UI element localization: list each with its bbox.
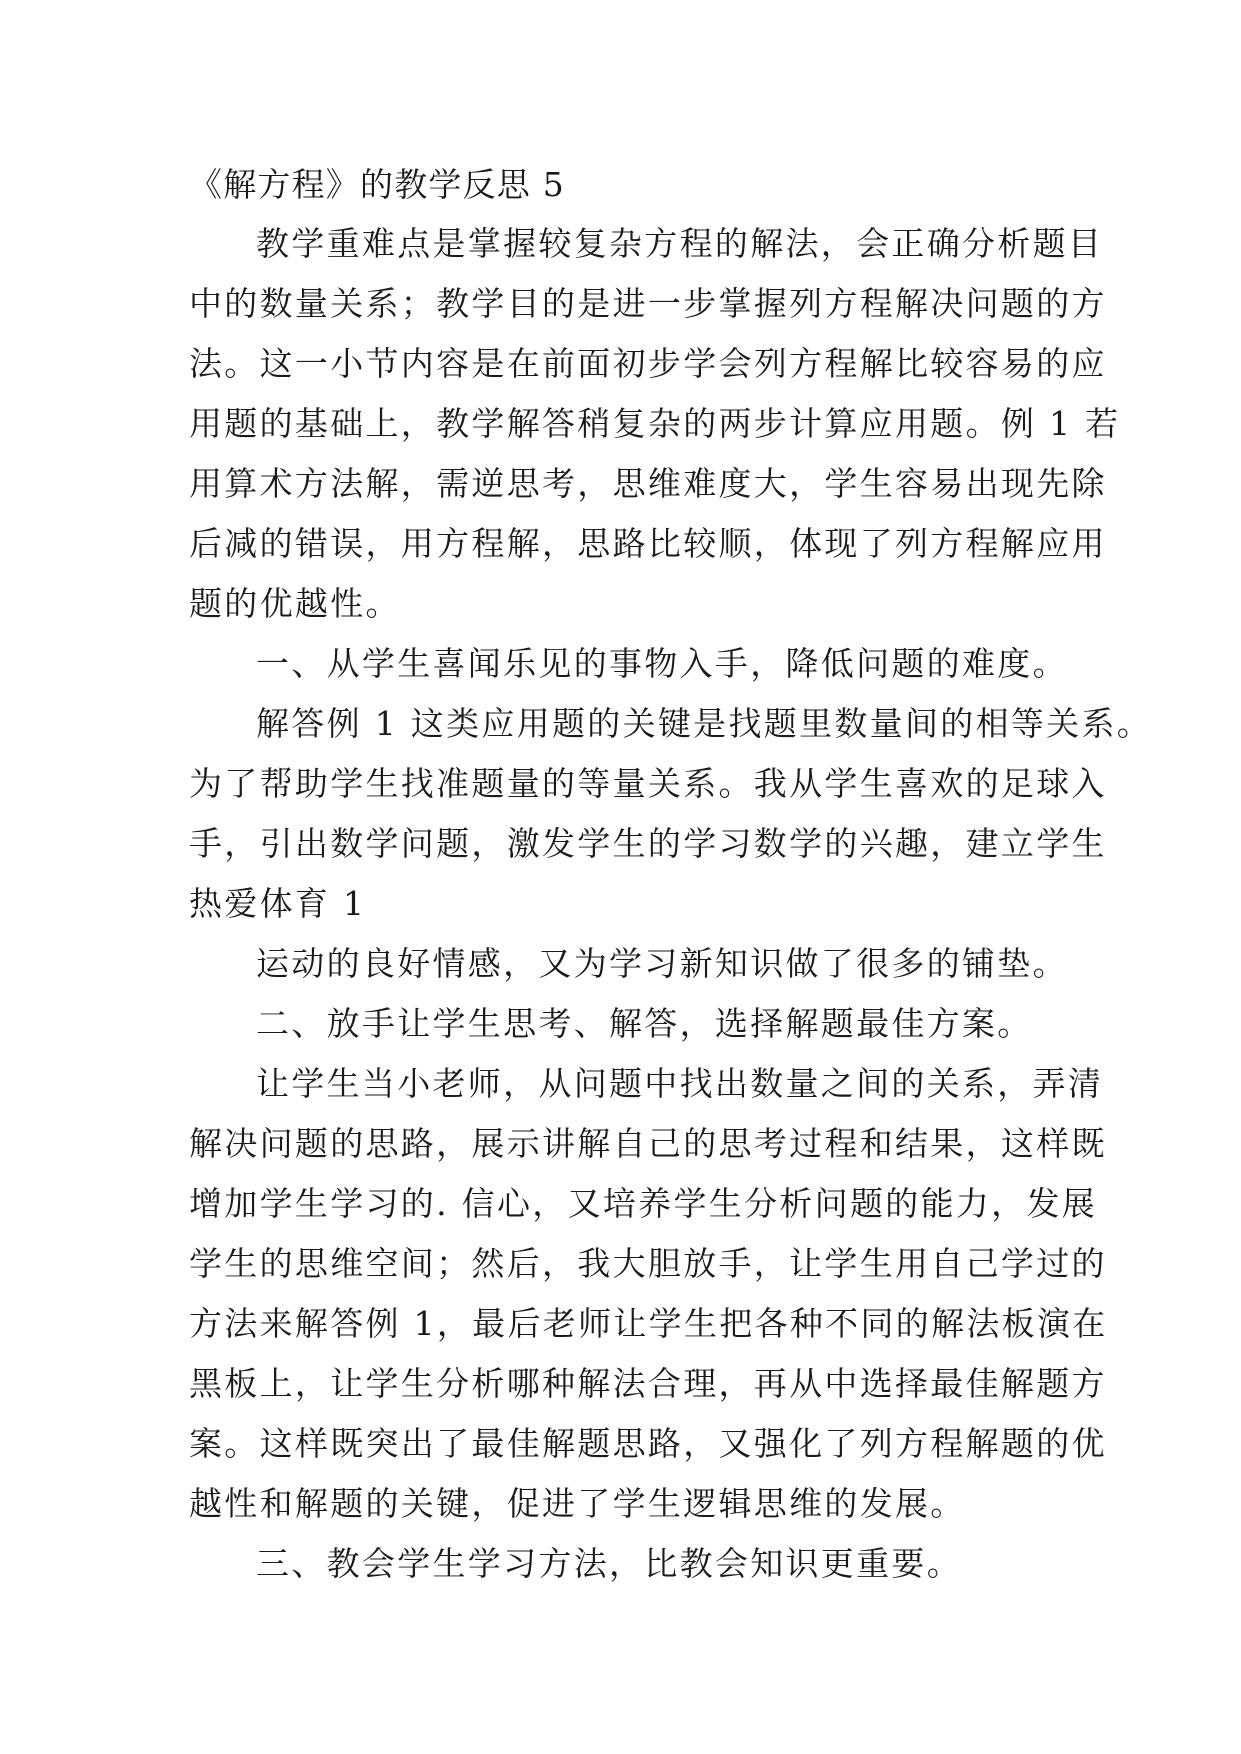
paragraph-line: 教学重难点是掌握较复杂方程的解法，会正确分析题目 (256, 224, 1104, 263)
paragraph-line: 中的数量关系；教学目的是进一步掌握列方程解决问题的方 (189, 284, 1107, 323)
paragraph-line: 用算术方法解，需逆思考，思维难度大，学生容易出现先除 (189, 464, 1107, 503)
paragraph-line: 增加学生学习的. 信心，又培养学生分析问题的能力，发展 (189, 1184, 1098, 1223)
paragraph-line: 案。这样既突出了最佳解题思路，又强化了列方程解题的优 (189, 1424, 1107, 1463)
paragraph-line: 法。这一小节内容是在前面初步学会列方程解比较容易的应 (189, 344, 1107, 383)
paragraph-line: 解答例 1 这类应用题的关键是找题里数量间的相等关系。 (256, 704, 1153, 743)
paragraph-line: 运动的良好情感，又为学习新知识做了很多的铺垫。 (256, 944, 1068, 983)
paragraph-line: 黑板上，让学生分析哪种解法合理，再从中选择最佳解题方 (189, 1364, 1107, 1403)
paragraph-line: 让学生当小老师，从问题中找出数量之间的关系，弄清 (256, 1064, 1104, 1103)
paragraph-line: 用题的基础上，教学解答稍复杂的两步计算应用题。例 1 若 (189, 404, 1121, 443)
paragraph-line: 越性和解题的关键，促进了学生逻辑思维的发展。 (189, 1484, 966, 1523)
paragraph-line: 热爱体育 1 (189, 884, 367, 923)
section-heading-1: 一、从学生喜闻乐见的事物入手，降低问题的难度。 (256, 644, 1068, 683)
paragraph-line: 后减的错误，用方程解，思路比较顺，体现了列方程解应用 (189, 524, 1107, 563)
section-heading-2: 二、放手让学生思考、解答，选择解题最佳方案。 (256, 1004, 1033, 1043)
section-heading-3: 三、教会学生学习方法，比教会知识更重要。 (256, 1544, 962, 1583)
paragraph-line: 解决问题的思路，展示讲解自己的思考过程和结果，这样既 (189, 1124, 1107, 1163)
document-title: 《解方程》的教学反思 5 (189, 165, 565, 204)
paragraph-line: 方法来解答例 1，最后老师让学生把各种不同的解法板演在 (189, 1304, 1108, 1343)
paragraph-line: 手，引出数学问题，激发学生的学习数学的兴趣，建立学生 (189, 824, 1107, 863)
paragraph-line: 学生的思维空间；然后，我大胆放手，让学生用自己学过的 (189, 1244, 1107, 1283)
paragraph-line: 为了帮助学生找准题量的等量关系。我从学生喜欢的足球入 (189, 764, 1107, 803)
paragraph-line: 题的优越性。 (189, 584, 401, 623)
